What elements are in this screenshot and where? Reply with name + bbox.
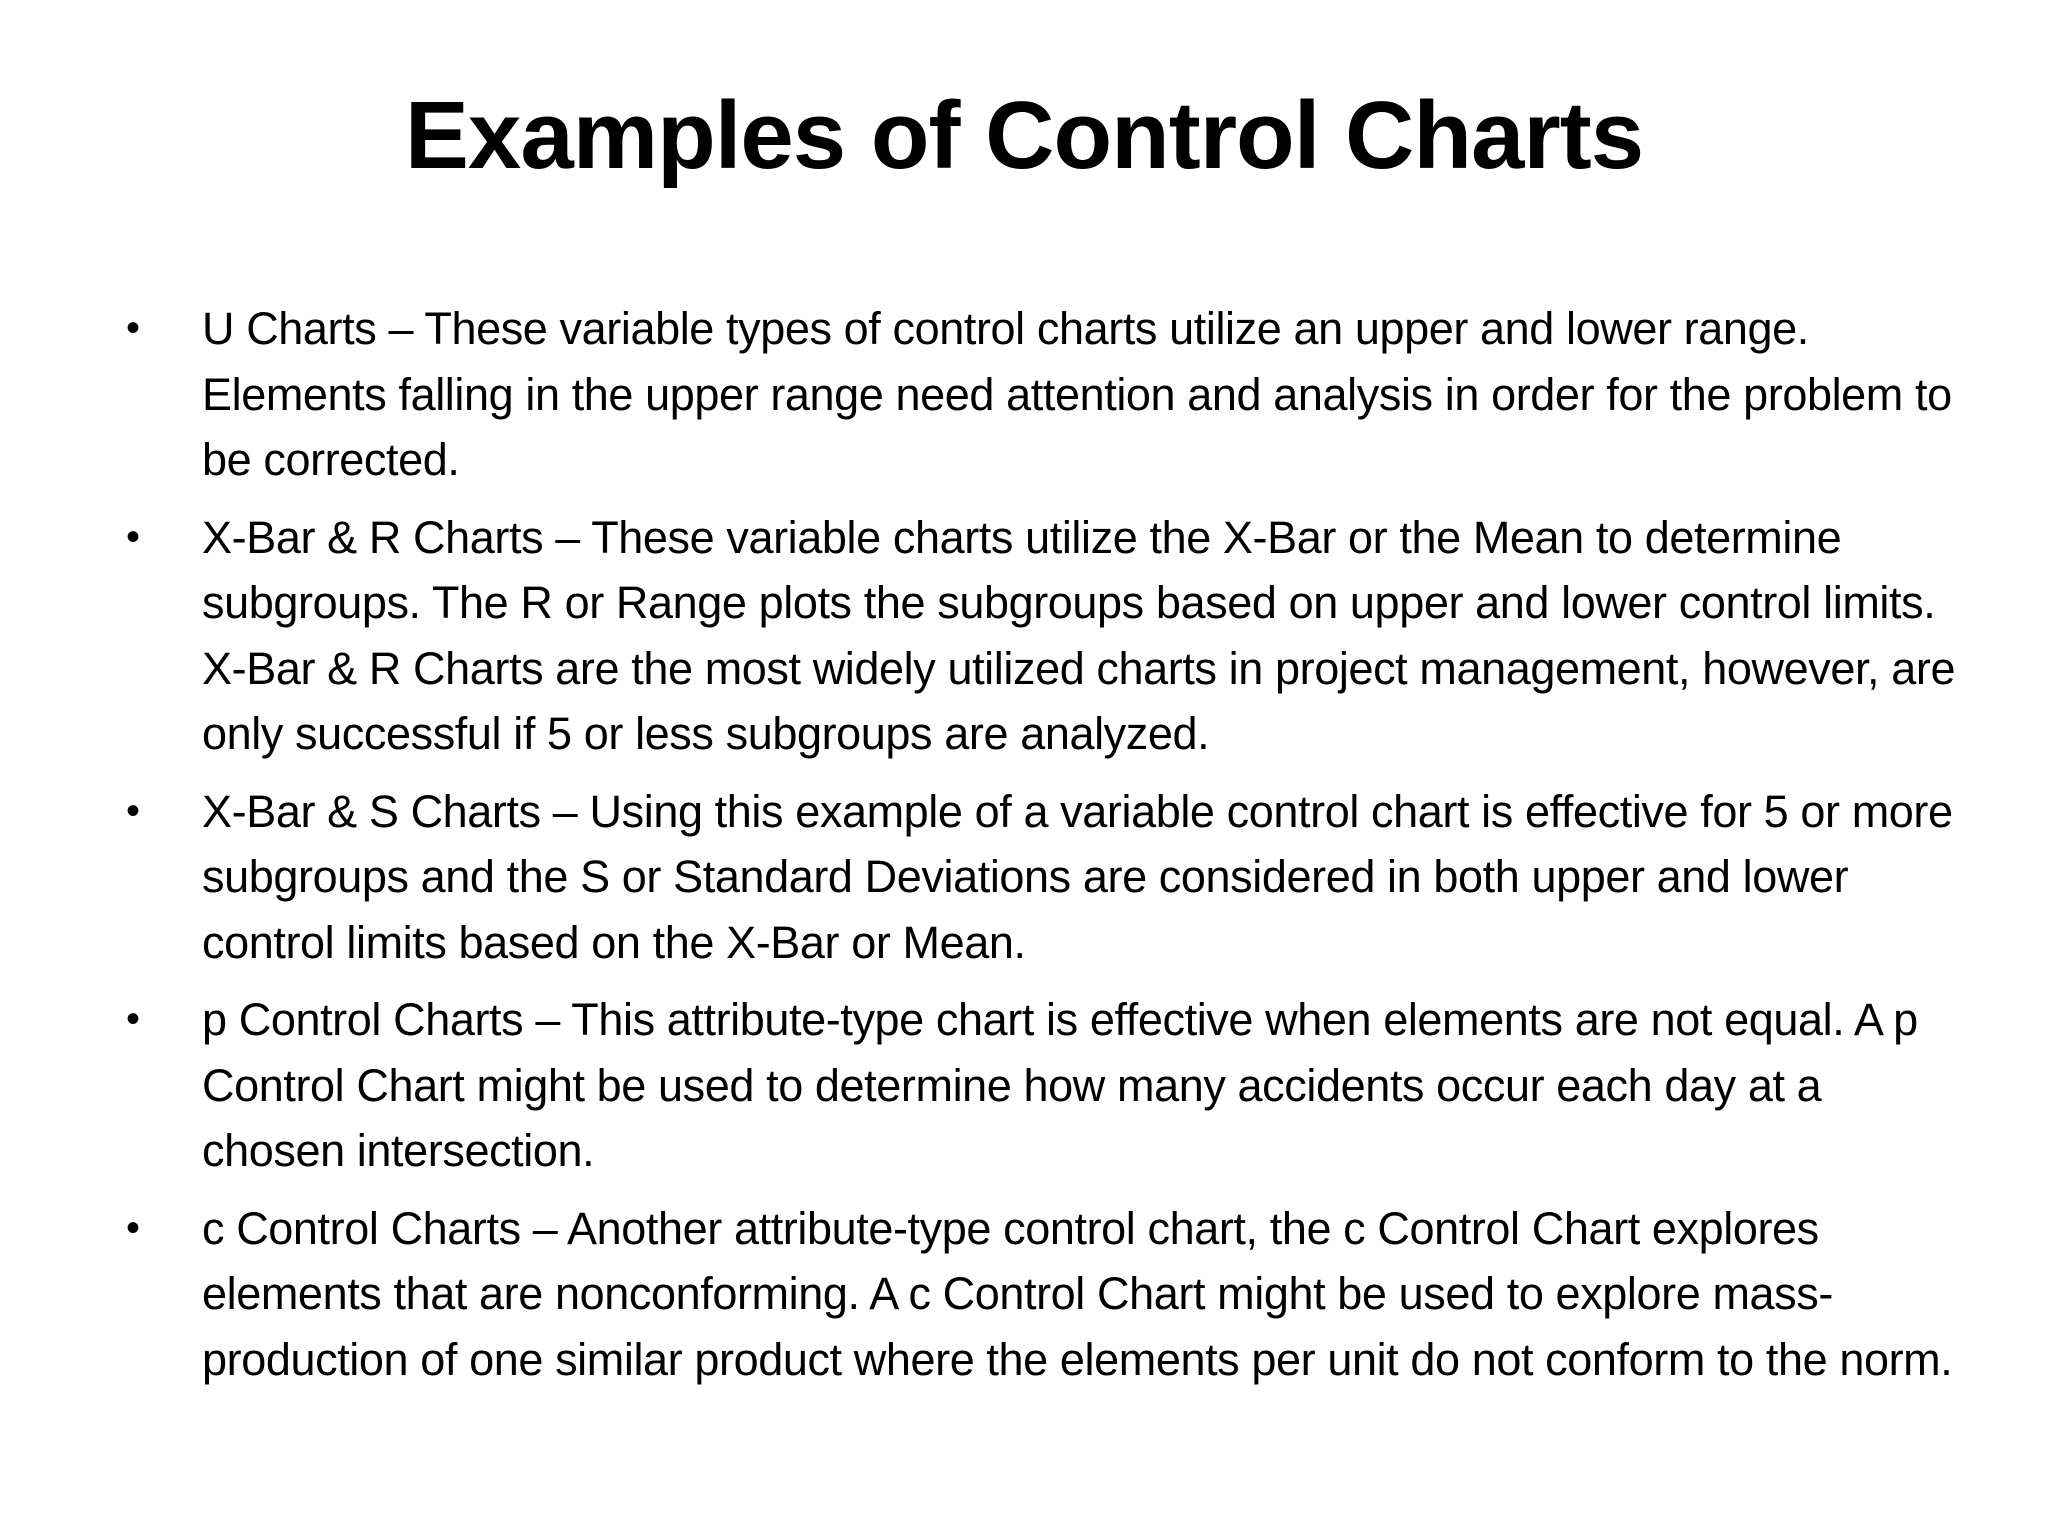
bullet-item-xbar-r-charts [120, 505, 1970, 767]
bullet-text: p Control Charts – This attribute-type chart is effective when elements are not equal. A p Control Chart might be used to determine how many accidents occur each day at a chosen intersection. [202, 994, 1918, 1176]
bullet-item-u-charts [120, 296, 1970, 493]
bullet-text: X-Bar & R Charts – These variable charts utilize the X-Bar or the Mean to determine subgroups. The R or Range plots the subgroups based on upper and lower control limits. X-Bar & R Charts are the most widely utilized charts in project management, however, are only successful if 5 or less subgroups are analyzed. [202, 511, 1956, 759]
bullet-item-xbar-s-charts [120, 779, 1970, 976]
bullet-text: X-Bar & S Charts – Using this example of a variable control chart is effective for 5 or more subgroups and the S or Standard Deviations are considered in both upper and lower control limits based on the X-Bar or Mean. [202, 785, 1953, 968]
bullet-dot-icon: • [126, 997, 140, 1041]
bullet-text: U Charts – These variable types of control charts utilize an upper and lower range. Elements falling in the upper range need attention and analysis in order for the problem to be corrected. [202, 303, 1952, 485]
bullet-dot-icon: • [126, 306, 140, 350]
bullet-dot-icon: • [126, 1205, 140, 1250]
bullet-text: c Control Charts – Another attribute-type control chart, the c Control Chart explores elements that are nonconforming. A c Control Chart might be used to explore mass-production of one similar product where the elements per unit do not conform to the norm. [202, 1202, 1953, 1385]
bullet-dot-icon: • [126, 514, 140, 559]
bullet-list [120, 296, 1970, 1404]
bullet-item-p-control-charts [120, 987, 1970, 1184]
slide-title: Examples of Control Charts [404, 82, 1644, 189]
bullet-item-c-control-charts [120, 1196, 1970, 1393]
bullet-dot-icon: • [126, 788, 140, 833]
